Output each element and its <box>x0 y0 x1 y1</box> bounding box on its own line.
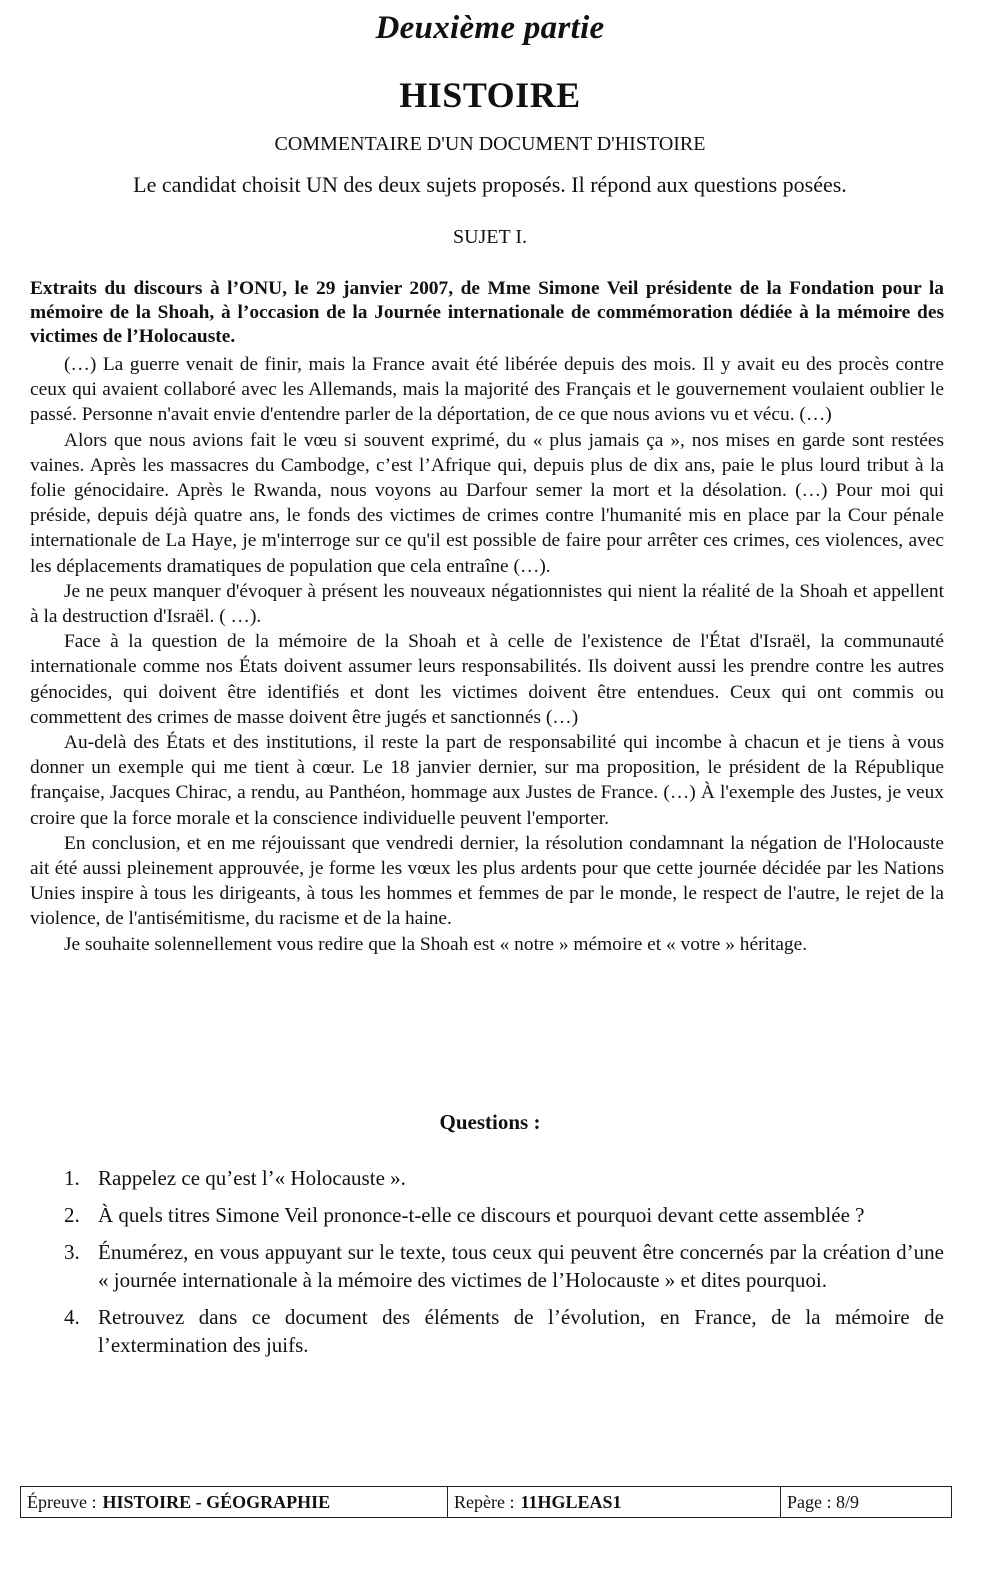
exercise-type: COMMENTAIRE D'UN DOCUMENT D'HISTOIRE <box>274 133 706 155</box>
question-number: 2. <box>64 1203 80 1227</box>
document-paragraph: Je ne peux manquer d'évoquer à présent les nouveaux négationnistes qui nient la réalité de la Shoah et appellent à la destruction d'Israël. ( …). <box>30 580 944 628</box>
document-paragraph: Face à la question de la mémoire de la Shoah et à celle de l'existence de l'État d'Israël, la communauté internationale comme nos États doivent assumer leurs responsabilités. Ils doivent aussi les prendre contre les autres génocides, qui doivent être identifiés et dont les victimes doivent être entendues. Ceux qui ont commis ou commettent des crimes de masse doivent être jugés et sanctionnés (…) <box>30 631 944 728</box>
document-paragraph: En conclusion, et en me réjouissant que vendredi dernier, la résolution condamnant la négation de l'Holocauste ait été aussi pleinement approuvée, je forme les vœux les plus ardents pour que cette journée décidée par les Nations Unies inspire à tous les dirigeants, à tous les hommes et femmes de par le monde, le respect de l'autre, le rejet de la violence, de l'antisémitisme, du racisme et de la haine. <box>30 832 944 930</box>
instruction-text: Le candidat choisit UN des deux sujets proposés. Il répond aux questions posées. <box>133 172 847 197</box>
footer-repere-label: Repère : <box>454 1491 515 1512</box>
section-title: HISTOIRE <box>399 75 581 115</box>
question-item <box>64 1303 944 1359</box>
questions-list <box>64 1164 944 1368</box>
question-item <box>64 1164 944 1192</box>
footer-epreuve-label: Épreuve : <box>27 1491 97 1512</box>
footer-repere-value: 11HGLEAS1 <box>520 1491 622 1512</box>
document-paragraph: Je souhaite solennellement vous redire que la Shoah est « notre » mémoire et « votre » héritage. <box>64 933 808 955</box>
footer-epreuve <box>21 1487 448 1517</box>
question-item <box>64 1201 944 1229</box>
document-body <box>30 352 944 957</box>
question-text: Énumérez, en vous appuyant sur le texte, tous ceux qui peuvent être concernés par la création d’une « journée internationale à la mémoire des victimes de l’Holocauste » et dites pourquoi. <box>98 1240 944 1292</box>
footer-page-number: Page : 8/9 <box>787 1491 859 1512</box>
questions-heading: Questions : <box>439 1110 541 1134</box>
footer-epreuve-value: HISTOIRE - GÉOGRAPHIE <box>102 1491 331 1512</box>
document-source-intro: Extraits du discours à l’ONU, le 29 janvier 2007, de Mme Simone Veil présidente de la Fondation pour la mémoire de la Shoah, à l’occasion de la Journée internationale de commémoration dédiée à la mémoire des victimes de l’Holocauste. <box>30 278 944 347</box>
subject-label: SUJET I. <box>452 226 528 248</box>
document-paragraph: Alors que nous avions fait le vœu si souvent exprimé, du « plus jamais ça », nos mises en garde sont restées vaines. Après les massacres du Cambodge, c’est l’Afrique qui, depuis plus de dix ans, paie le plus lourd tribut à la folie génocidaire. Après le Rwanda, nous voyons au Darfour semer la mort et la désolation. (…) Pour moi qui préside, depuis déjà quatre ans, le fonds des victimes de crimes contre l'humanité mis en place par la Cour pénale internationale de La Haye, je m'interroge sur ce qu'il est possible de faire pour arrêter ces crimes, ces violences, avec les déplacements dramatiques de population que cela entraîne (…). <box>30 429 944 577</box>
question-text: À quels titres Simone Veil prononce-t-elle ce discours et pourquoi devant cette assemblée ? <box>98 1203 865 1227</box>
question-number: 1. <box>64 1166 80 1190</box>
document-paragraph: Au-delà des États et des institutions, il reste la part de responsabilité qui incombe à chacun et je tiens à vous donner un exemple qui me tient à cœur. Le 18 janvier dernier, sur ma proposition, le président de la République française, Jacques Chirac, a rendu, au Panthéon, hommage aux Justes de France. (…) À l'exemple des Justes, je veux croire que la force morale et la conscience individuelle peuvent l'emporter. <box>30 732 944 829</box>
document-paragraph: (…) La guerre venait de finir, mais la France avait été libérée depuis des mois. Il y avait eu des procès contre ceux qui avaient collaboré avec les Allemands, mais la majorité des Français et le gouvernement voulaient oublier le passé. Personne n'avait envie d'entendre parler de la déportation, de ce que nous avions vu et vécu. (…) <box>30 354 944 426</box>
question-text: Retrouvez dans ce document des éléments de l’évolution, en France, de la mémoire de l’extermination des juifs. <box>98 1305 944 1357</box>
question-number: 3. <box>64 1240 80 1264</box>
part-title: Deuxième partie <box>375 10 605 46</box>
question-item <box>64 1238 944 1294</box>
page-footer <box>20 1486 952 1518</box>
question-text: Rappelez ce qu’est l’« Holocauste ». <box>98 1166 406 1190</box>
question-number: 4. <box>64 1305 80 1329</box>
footer-repere <box>448 1487 781 1517</box>
